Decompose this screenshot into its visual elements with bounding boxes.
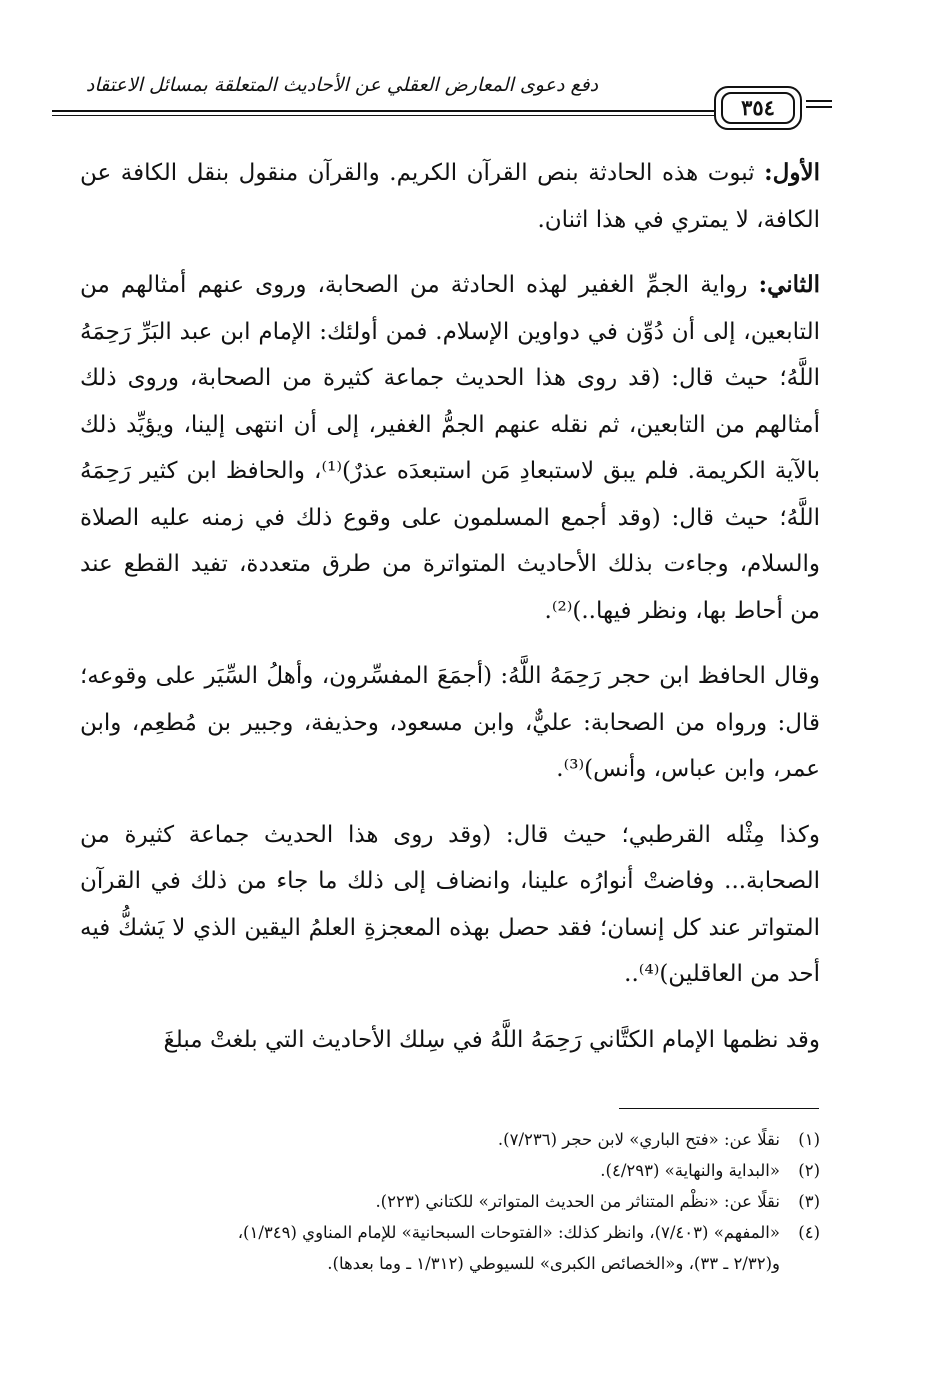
header-rule-bottom: [52, 115, 724, 116]
footnote-text: «المفهم» (٧/٤٠٣)، وانظر كذلك: «الفتوحات السبحانية» للإمام المناوي (١/٣٤٩)،: [237, 1223, 780, 1242]
paragraph-text: وقال الحافظ ابن حجر رَحِمَهُ اللَّهُ: (أجمَعَ المفسِّرون، وأهلُ السِّيَر على وقوعه؛ قال: ورواه من الصحابة: عليٌّ، وابن مسعود، وحذيفة، وجبير بن مُطعِم، وابن عمر، وابن عباس، وأنس)⁽³⁾.: [80, 663, 820, 782]
header-tick-top: [806, 100, 832, 102]
paragraph-second: [80, 262, 820, 634]
paragraph-qurtubi: [80, 812, 820, 998]
running-title: دفع دعوى المعارض العقلي عن الأحاديث المتعلقة بمسائل الاعتقاد: [85, 74, 599, 96]
footnote-separator: [619, 1108, 819, 1109]
footnote-text: «البداية والنهاية» (٤/٢٩٣).: [600, 1161, 780, 1180]
paragraph-lead: الثاني:: [758, 271, 820, 298]
paragraph-lead: الأول:: [764, 159, 820, 186]
paragraph-ibn-hajar: [80, 653, 820, 793]
footnote: [80, 1155, 820, 1186]
paragraph-first: [80, 150, 820, 243]
main-text: [80, 150, 820, 1063]
footnote-text: نقلًا عن: «فتح الباري» لابن حجر (٧/٢٣٦).: [497, 1130, 780, 1149]
footnote: [80, 1124, 820, 1155]
paragraph-text: ثبوت هذه الحادثة بنص القرآن الكريم. والقرآن منقول بنقل الكافة عن الكافة، لا يمتري في هذا اثنان.: [80, 160, 820, 233]
footnote: [80, 1217, 820, 1248]
footnotes: [80, 1124, 820, 1279]
footnote-continuation: و(٢/٣٢ ـ ٣٣)، و«الخصائص الكبرى» للسيوطي (١/٣١٢ ـ وما بعدها).: [327, 1254, 780, 1273]
footnote: [80, 1186, 820, 1217]
page-number-frame: [714, 86, 802, 130]
footnote-number: (١): [798, 1130, 820, 1149]
paragraph-text: رواية الجمِّ الغفير لهذه الحادثة من الصحابة، وروى عنهم أمثالهم من التابعين، إلى أن دُوِّن في دواوين الإسلام. فمن أولئك: الإمام ابن عبد البَرِّ رَحِمَهُ اللَّهُ؛ حيث قال: (قد روى هذا الحديث جماعة كثيرة من الصحابة، وروى ذلك أمثالهم من التابعين، ثم نقله عنهم الجمُّ الغفير، إلى أن انتهى إلينا، ويؤيِّد ذلك بالآية الكريمة. فلم يبق لاستبعادِ مَن استبعدَه عذرٌ)⁽¹⁾، والحافظ ابن كثير رَحِمَهُ اللَّهُ؛ حيث قال: (وقد أجمع المسلمون على وقوع ذلك في زمنه عليه الصلاة والسلام، وجاءت بذلك الأحاديث المتواترة من طرق متعددة، تفيد القطع عند من أحاط بها، ونظر فيها..)⁽²⁾.: [80, 272, 820, 624]
page-header: [52, 72, 832, 132]
footnote-number: (٣): [798, 1192, 820, 1211]
paragraph-text: وكذا مِثْله القرطبي؛ حيث قال: (وقد روى هذا الحديث جماعة كثيرة من الصحابة... وفاضتْ أنوارُه علينا، وانضاف إلى ذلك ما جاء من ذلك في القرآن المتواتر عند كل إنسان؛ فقد حصل بهذه المعجزةِ العلمُ اليقين الذي لا يَشكُّ فيه أحد من العاقلين)⁽⁴⁾..: [80, 821, 820, 987]
footnote-number: (٢): [798, 1161, 820, 1180]
paragraph-kattani: [80, 1017, 820, 1064]
header-tick-bottom: [806, 106, 832, 108]
page-number: ٣٥٤: [741, 95, 775, 120]
paragraph-text: وقد نظمها الإمام الكتَّاني رَحِمَهُ اللَّهُ في سِلك الأحاديث التي بلغتْ مبلغَ: [163, 1026, 820, 1053]
header-rule-top: [52, 110, 724, 112]
footnote-text: نقلًا عن: «نظْم المتناثر من الحديث المتواتر» للكتاني (٢٢٣).: [375, 1192, 780, 1211]
footnote-number: (٤): [798, 1223, 820, 1242]
